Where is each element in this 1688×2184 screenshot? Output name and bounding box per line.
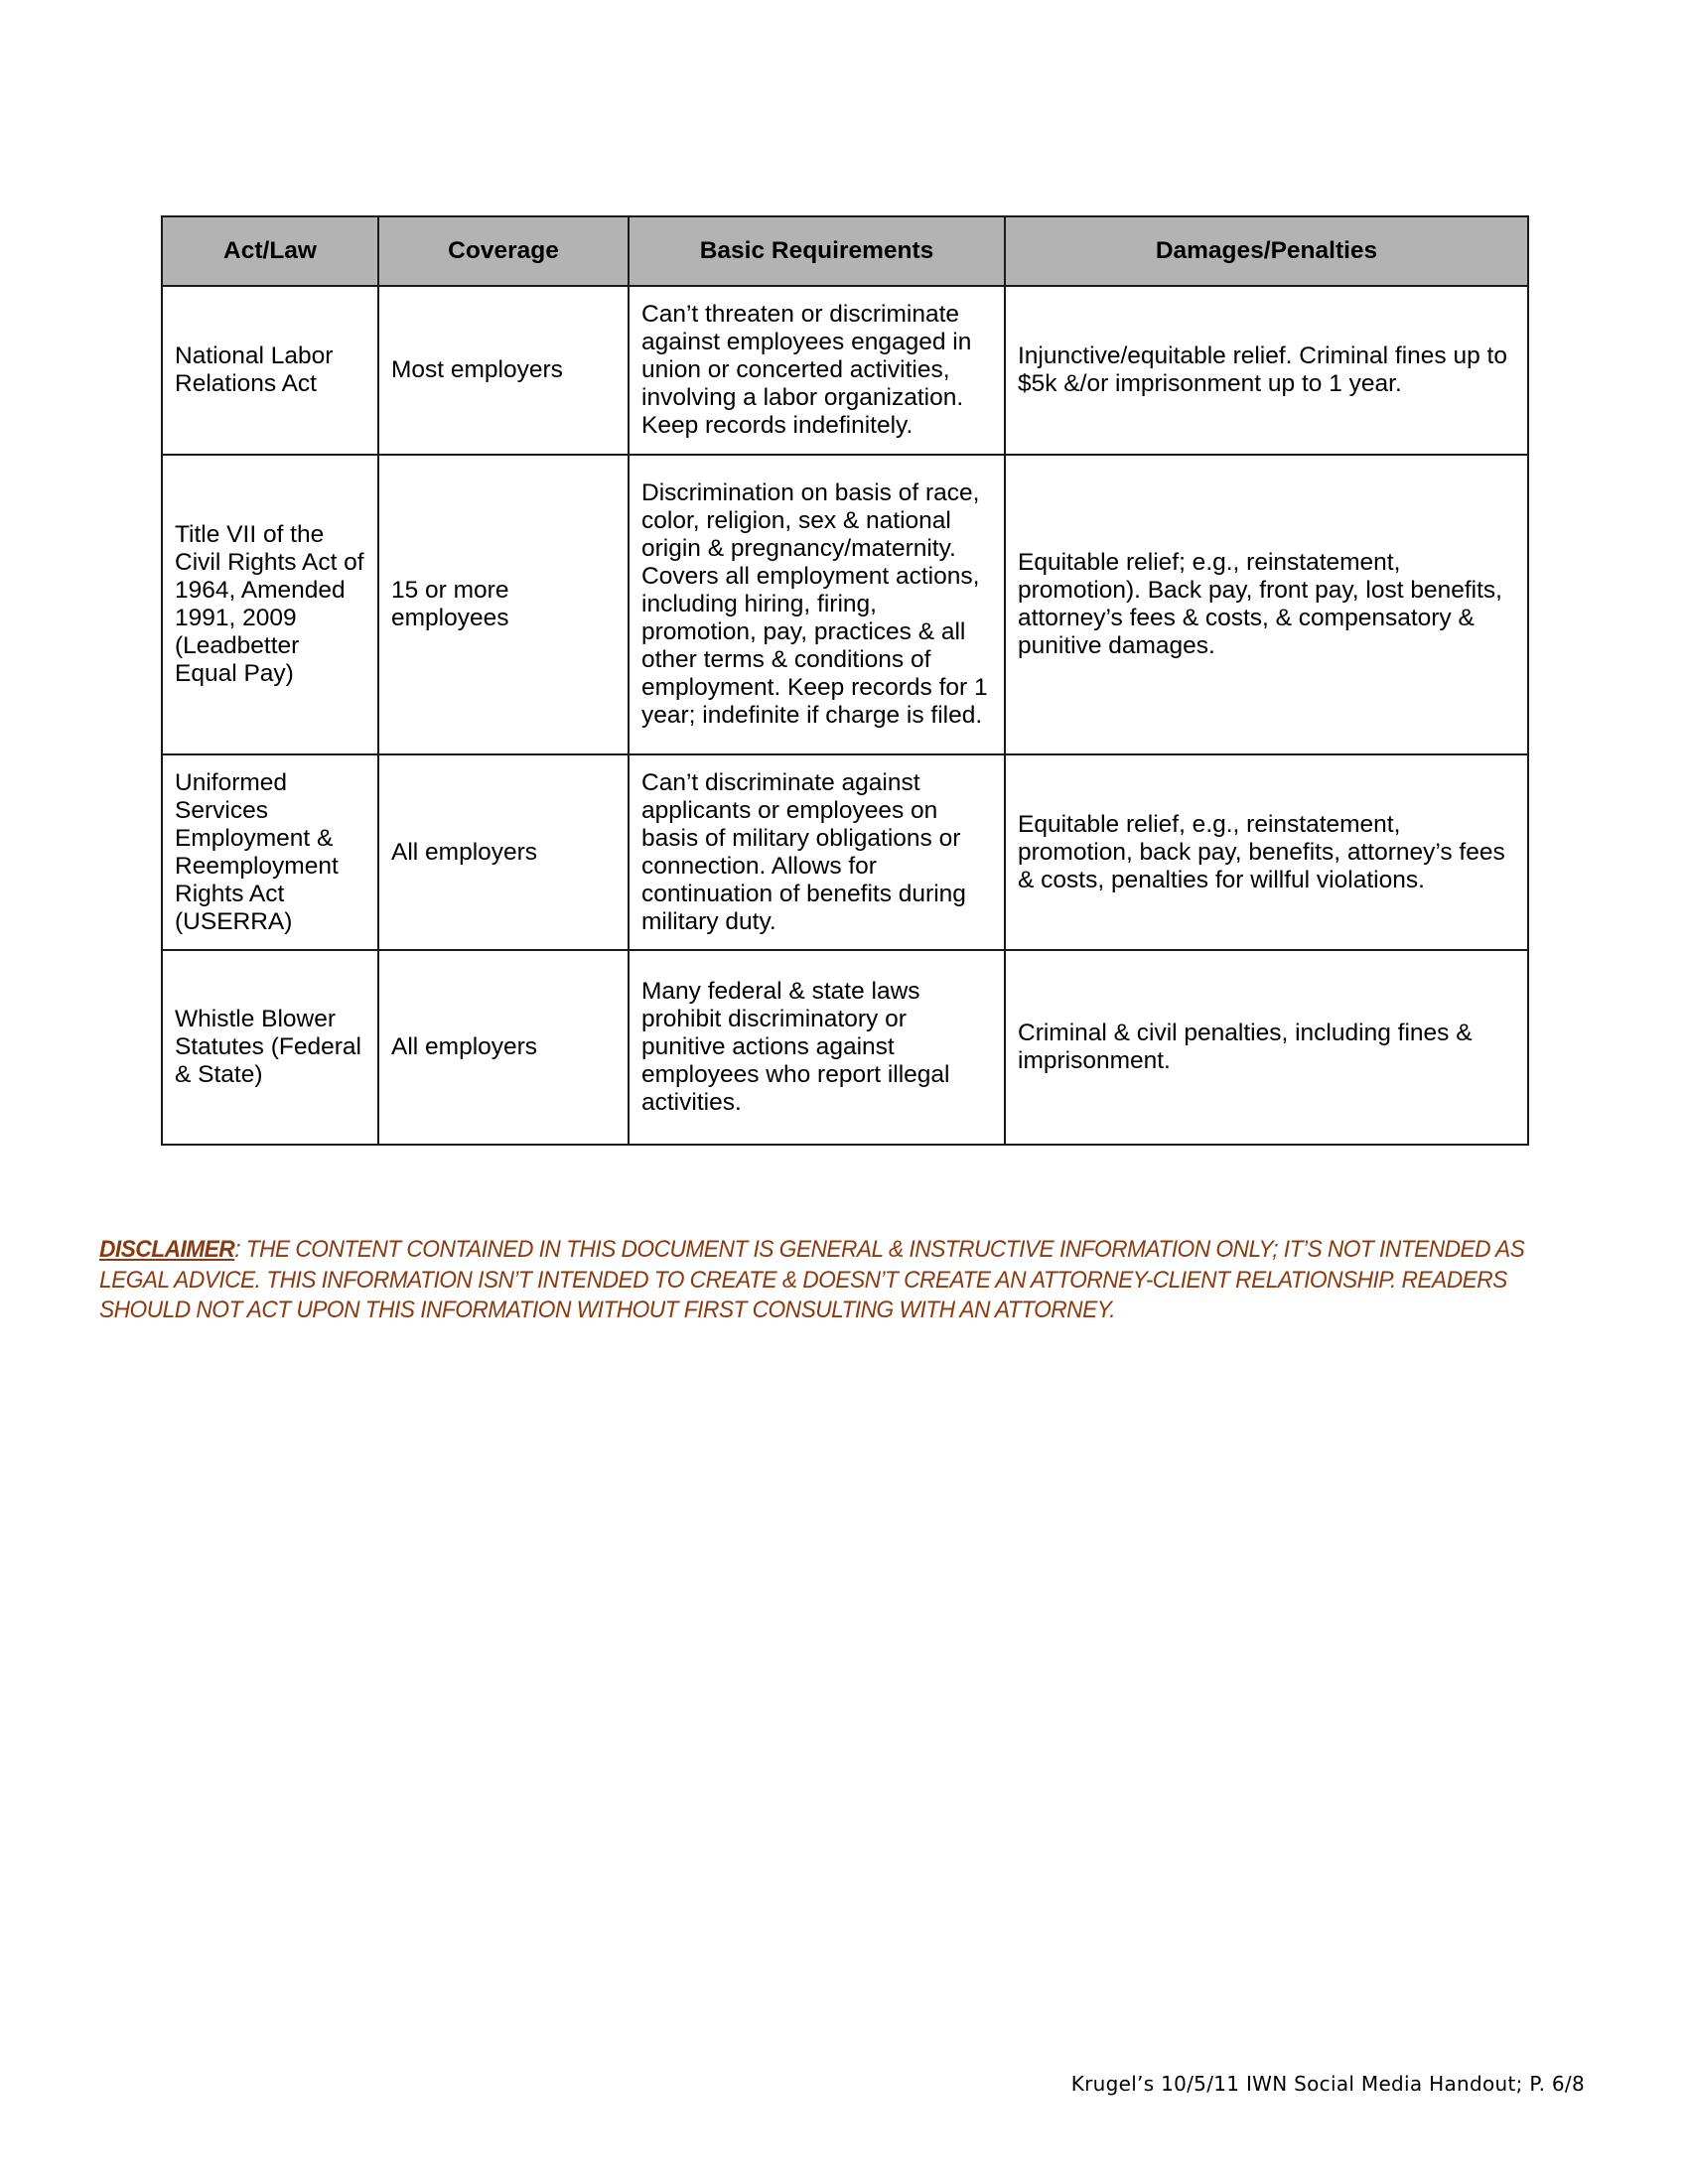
table-row [162,754,1528,950]
employment-law-table [161,215,1529,1146]
coverage-cell: Most employers [378,286,629,455]
act-cell: Uniformed Services Employment & Reemployment Rights Act (USERRA) [162,754,378,950]
disclaimer [99,1235,1588,1326]
column-header-requirements: Basic Requirements [629,216,1005,286]
requirements-cell: Discrimination on basis of race, color, religion, sex & national origin & pregnancy/maternity. Covers all employment actions, including hiring, firing, promotion, pay, practices & all other terms & conditions of employment. Keep records for 1 year; indefinite if charge is filed. [629,455,1005,754]
requirements-cell: Can’t threaten or discriminate against employees engaged in union or concerted activities, involving a labor organization. Keep records indefinitely. [629,286,1005,455]
coverage-cell: All employers [378,950,629,1145]
penalties-cell: Equitable relief; e.g., reinstatement, promotion). Back pay, front pay, lost benefits, attorney’s fees & costs, & compensatory & punitive damages. [1005,455,1528,754]
column-header-penalties: Damages/Penalties [1005,216,1528,286]
penalties-cell: Criminal & civil penalties, including fines & imprisonment. [1005,950,1528,1145]
table-row [162,455,1528,754]
requirements-cell: Many federal & state laws prohibit discriminatory or punitive actions against employees who report illegal activities. [629,950,1005,1145]
page-footer: Krugel’s 10/5/11 IWN Social Media Handout; P. 6/8 [1070,2072,1585,2096]
disclaimer-text: : THE CONTENT CONTAINED IN THIS DOCUMENT IS GENERAL & INSTRUCTIVE INFORMATION ONLY; IT’S NOT INTENDED AS LEGAL ADVICE. THIS INFORMATION ISN’T INTENDED TO CREATE & DOESN’T CREATE AN ATTORNEY-CLIENT RELATIONSHIP. READERS SHOULD NOT ACT UPON THIS INFORMATION WITHOUT FIRST CONSULTING WITH AN ATTORNEY. [99,1236,1525,1323]
act-cell: Whistle Blower Statutes (Federal & State) [162,950,378,1145]
disclaimer-label: DISCLAIMER [99,1236,235,1263]
table-row [162,286,1528,455]
table-header-row [162,216,1528,286]
coverage-cell: 15 or more employees [378,455,629,754]
act-cell: National Labor Relations Act [162,286,378,455]
penalties-cell: Injunctive/equitable relief. Criminal fines up to $5k &/or imprisonment up to 1 year. [1005,286,1528,455]
column-header-act: Act/Law [162,216,378,286]
act-cell: Title VII of the Civil Rights Act of 1964, Amended 1991, 2009 (Leadbetter Equal Pay) [162,455,378,754]
penalties-cell: Equitable relief, e.g., reinstatement, promotion, back pay, benefits, attorney’s fees & costs, penalties for willful violations. [1005,754,1528,950]
table-row [162,950,1528,1145]
coverage-cell: All employers [378,754,629,950]
column-header-coverage: Coverage [378,216,629,286]
requirements-cell: Can’t discriminate against applicants or employees on basis of military obligations or connection. Allows for continuation of benefits during military duty. [629,754,1005,950]
